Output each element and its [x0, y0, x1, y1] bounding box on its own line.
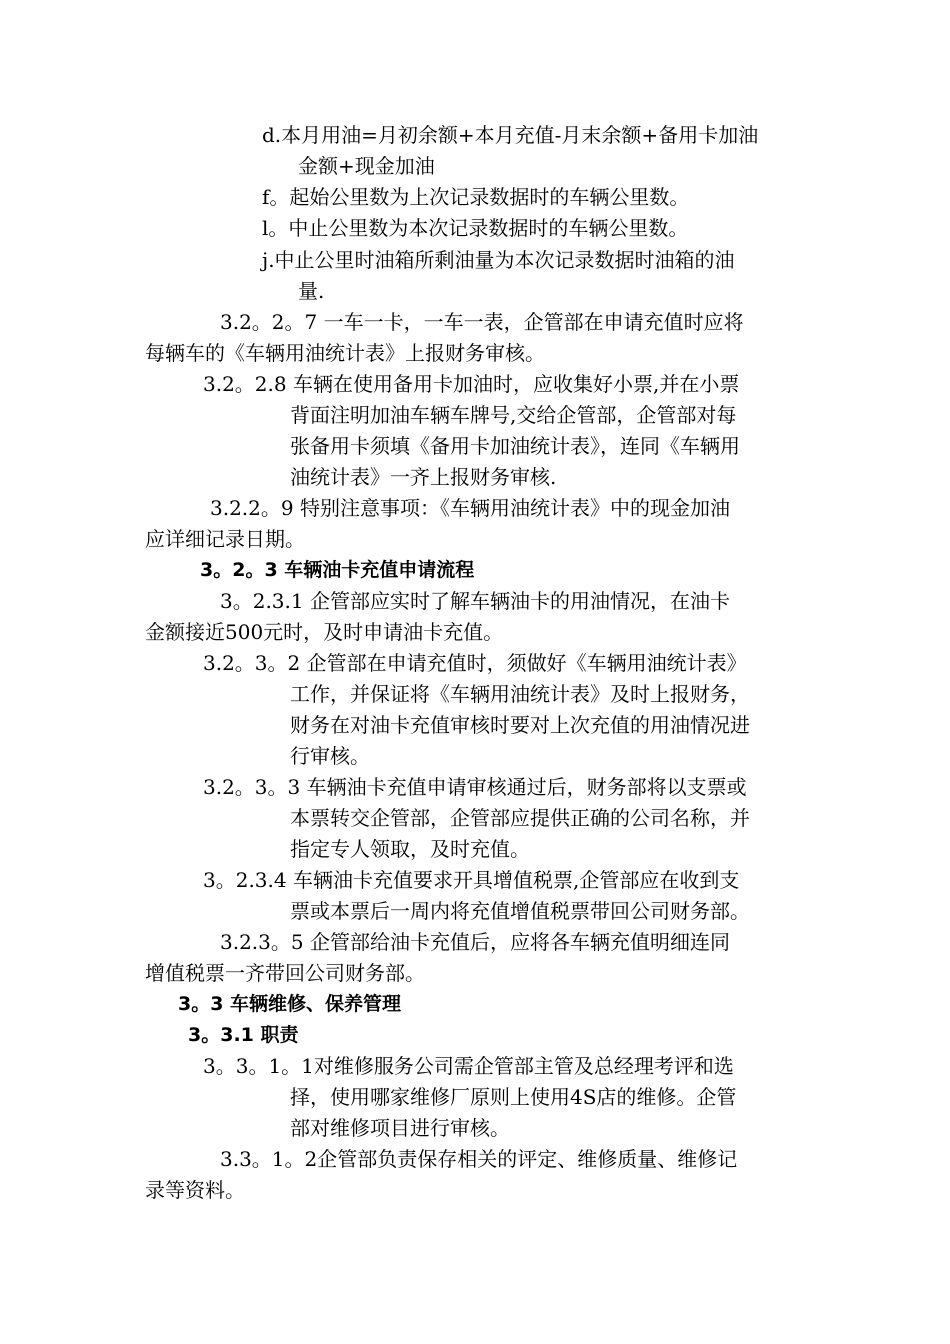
- text-line: 财务在对油卡充值审核时要对上次充值的用油情况进: [290, 713, 750, 737]
- text-line: 票或本票后一周内将充值增值税票带回公司财务部。: [290, 899, 750, 923]
- text-line: 应详细记录日期。: [145, 527, 305, 551]
- text-line: 3.2.3。5 企管部给油卡充值后，应将各车辆充值明细连同: [220, 930, 730, 954]
- text-line: 金额接近500元时，及时申请油卡充值。: [145, 620, 504, 644]
- text-line: 3.2。2.8 车辆在使用备用卡加油时，应收集好小票,并在小票: [203, 372, 740, 396]
- text-line: 3.2.2。9 特别注意事项：《车辆用油统计表》中的现金加油: [210, 496, 730, 520]
- text-line: 量.: [298, 279, 325, 303]
- text-line: f。起始公里数为上次记录数据时的车辆公里数。: [262, 185, 690, 209]
- text-line: 工作，并保证将《车辆用油统计表》及时上报财务，: [290, 682, 750, 706]
- text-line: 行审核。: [290, 744, 370, 768]
- text-line: 3。3。1。1对维修服务公司需企管部主管及总经理考评和选: [203, 1054, 734, 1078]
- section-heading: 3。3 车辆维修、保养管理: [178, 993, 402, 1015]
- text-line: 每辆车的《车辆用油统计表》上报财务审核。: [145, 341, 545, 365]
- text-line: 3。2.3.1 企管部应实时了解车辆油卡的用油情况，在油卡: [220, 589, 730, 613]
- text-line: 3.2。3。2 企管部在申请充值时，须做好《车辆用油统计表》: [203, 651, 747, 675]
- subsection-heading: 3。3.1 职责: [188, 1024, 299, 1046]
- text-line: 3.2。2。7 一车一卡，一车一表，企管部在申请充值时应将: [220, 310, 744, 334]
- text-line: d.本月用油=月初余额+本月充值-月末余额+备用卡加油: [262, 123, 759, 147]
- section-heading: 3。2。3 车辆油卡充值申请流程: [200, 559, 475, 581]
- text-line: 张备用卡须填《备用卡加油统计表》，连同《车辆用: [290, 434, 740, 458]
- text-line: 油统计表》一齐上报财务审核.: [290, 465, 557, 489]
- text-line: 3.2。3。3 车辆油卡充值申请审核通过后，财务部将以支票或: [203, 775, 747, 799]
- text-line: 本票转交企管部，企管部应提供正确的公司名称，并: [290, 806, 750, 830]
- text-line: 金额+现金加油: [298, 154, 435, 178]
- text-line: 录等资料。: [145, 1178, 245, 1202]
- text-line: 部对维修项目进行审核。: [290, 1116, 510, 1140]
- text-line: 背面注明加油车辆车牌号,交给企管部，企管部对每: [290, 403, 737, 427]
- text-line: 3。2.3.4 车辆油卡充值要求开具增值税票,企管部应在收到支: [203, 868, 740, 892]
- text-line: 3.3。1。2企管部负责保存相关的评定、维修质量、维修记: [220, 1147, 738, 1171]
- text-line: j.中止公里时油箱所剩油量为本次记录数据时油箱的油: [262, 248, 735, 272]
- text-line: 择，使用哪家维修厂原则上使用4S店的维修。企管: [290, 1085, 737, 1109]
- text-line: l。中止公里数为本次记录数据时的车辆公里数。: [262, 216, 689, 240]
- text-line: 指定专人领取，及时充值。: [290, 837, 530, 861]
- text-line: 增值税票一齐带回公司财务部。: [145, 961, 425, 985]
